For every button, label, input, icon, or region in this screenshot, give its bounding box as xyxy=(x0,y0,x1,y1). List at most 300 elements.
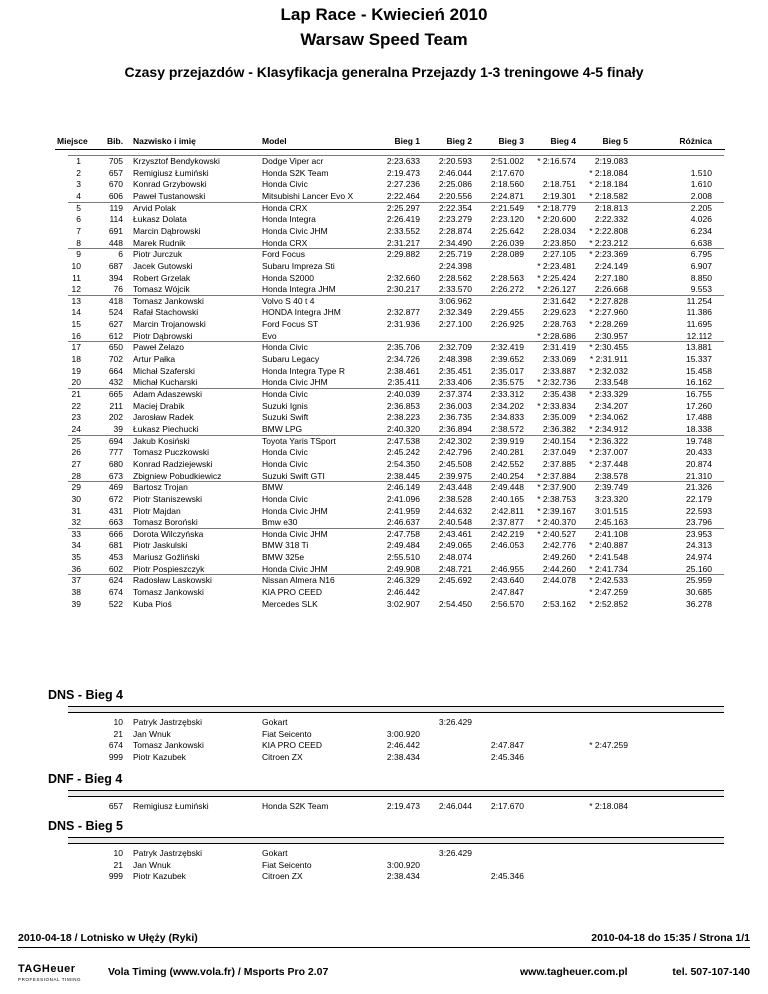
table-cell-model: HONDA Integra JHM xyxy=(262,307,341,318)
table-cell-diff: 16.162 xyxy=(686,377,712,388)
table-cell-diff: 23.796 xyxy=(686,517,712,528)
table-cell-diff: 18.338 xyxy=(686,423,712,434)
table-cell-run1: 2:54.350 xyxy=(386,458,420,469)
table-cell-bib: 119 xyxy=(109,202,123,213)
table-cell-run2: 2:36.735 xyxy=(438,412,472,423)
table-cell-model: Honda Civic xyxy=(262,447,308,458)
section-cell-bib: 21 xyxy=(113,859,123,870)
table-cell-run3: 2:35.017 xyxy=(490,365,524,376)
table-cell-run2: 3:06.962 xyxy=(438,295,472,306)
table-cell-diff: 15.337 xyxy=(686,354,712,365)
table-cell-place: 9 xyxy=(76,249,81,260)
table-cell-name: Dorota Wilczyńska xyxy=(133,528,204,539)
table-cell-place: 39 xyxy=(71,598,81,609)
table-cell-name: Michał Kucharski xyxy=(133,377,198,388)
table-cell-bib: 702 xyxy=(108,354,123,365)
table-cell-run2: 2:36.003 xyxy=(438,400,472,411)
table-cell-run3 xyxy=(484,331,524,342)
section-cell-run4 xyxy=(536,717,576,728)
table-cell-model: Honda Civic xyxy=(262,342,308,353)
table-cell-run2: 2:33.570 xyxy=(438,284,472,295)
table-cell-run5: * 2:27.828 xyxy=(589,295,628,306)
section-cell-run5: * 2:18.084 xyxy=(589,801,628,811)
table-cell-diff: 21.326 xyxy=(686,482,712,493)
table-cell-place: 23 xyxy=(71,412,81,423)
table-cell-diff: 4.026 xyxy=(690,214,712,225)
table-cell-bib: 705 xyxy=(108,156,123,166)
section-cell-run1: 2:19.473 xyxy=(386,801,420,811)
table-cell-run2: 2:33.406 xyxy=(438,377,472,388)
table-cell-model: Honda Civic xyxy=(262,458,308,469)
table-cell-model: Evo xyxy=(262,330,277,341)
table-cell-run1: 2:49.484 xyxy=(386,540,420,551)
table-cell-run4: * 2:28.686 xyxy=(537,330,576,341)
section-cell-run3 xyxy=(484,848,524,859)
section-cell-run1: 2:46.442 xyxy=(386,740,420,751)
table-cell-run5: * 2:52.852 xyxy=(589,598,628,609)
table-cell-run5: 2:27.180 xyxy=(594,272,628,283)
table-cell-model: Honda S2000 xyxy=(262,272,314,283)
table-cell-run1: 2:32.660 xyxy=(386,272,420,283)
table-cell-bib: 606 xyxy=(108,190,123,201)
table-cell-bib: 612 xyxy=(108,330,123,341)
table-cell-place: 14 xyxy=(71,307,81,318)
table-cell-diff: 6.907 xyxy=(690,260,712,271)
table-cell-run1: 2:35.706 xyxy=(386,342,420,353)
section-cell-run3: 2:17.670 xyxy=(490,801,524,811)
table-cell-place: 3 xyxy=(76,179,81,190)
table-cell-run2: 2:45.508 xyxy=(438,458,472,469)
table-cell-run3 xyxy=(484,261,524,272)
table-cell-run5: 2:33.548 xyxy=(594,377,628,388)
table-cell-bib: 624 xyxy=(108,575,123,586)
table-cell-name: Michał Szaferski xyxy=(133,365,195,376)
table-cell-run5: 2:26.668 xyxy=(594,284,628,295)
table-cell-model: Honda Integra xyxy=(262,214,316,225)
table-cell-run2: 2:20.593 xyxy=(438,156,472,166)
table-cell-run3: 2:29.455 xyxy=(490,307,524,318)
table-cell-run3: 2:26.039 xyxy=(490,237,524,248)
table-cell-run4: 2:29.623 xyxy=(542,307,576,318)
table-cell-run1: 2:36.853 xyxy=(386,400,420,411)
table-cell-run5: 2:18.813 xyxy=(594,202,628,213)
table-cell-place: 38 xyxy=(71,587,81,598)
table-cell-name: Konrad Radziejewski xyxy=(133,458,213,469)
section-cell-run5 xyxy=(588,848,628,859)
table-cell-place: 4 xyxy=(76,190,81,201)
table-cell-place: 30 xyxy=(71,493,81,504)
table-cell-name: Arvid Polak xyxy=(133,202,176,213)
section-cell-name: Piotr Kazubek xyxy=(133,871,186,882)
table-cell-name: Paweł Żelazo xyxy=(133,342,185,353)
table-cell-place: 36 xyxy=(71,563,81,574)
table-cell-run5: * 2:37.007 xyxy=(589,447,628,458)
table-cell-diff: 6.234 xyxy=(690,225,712,236)
table-cell-bib: 672 xyxy=(108,493,123,504)
table-cell-name: Marcin Dąbrowski xyxy=(133,225,201,236)
table-cell-place: 16 xyxy=(71,330,81,341)
table-cell-run3: 2:24.871 xyxy=(490,190,524,201)
table-cell-run5: 2:38.578 xyxy=(594,470,628,481)
table-cell-run4: * 2:23.481 xyxy=(537,260,576,271)
table-cell-bib: 394 xyxy=(108,272,123,283)
table-cell-run4: * 2:25.424 xyxy=(537,272,576,283)
table-cell-name: Piotr Jurczuk xyxy=(133,249,183,260)
section-cell-model: Citroen ZX xyxy=(262,871,303,882)
table-cell-run1: 2:46.442 xyxy=(386,587,420,598)
table-cell-run1: 2:41.959 xyxy=(386,505,420,516)
table-cell-run1: 2:47.538 xyxy=(386,435,420,446)
col-run3: Bieg 3 xyxy=(498,136,524,146)
table-cell-run2: 2:46.044 xyxy=(438,167,472,178)
table-cell-model: Nissan Almera N16 xyxy=(262,575,335,586)
table-cell-bib: 469 xyxy=(108,482,123,493)
table-cell-name: Piotr Jaskulski xyxy=(133,540,188,551)
table-cell-run2: 2:40.548 xyxy=(438,517,472,528)
table-cell-run2: 2:42.796 xyxy=(438,447,472,458)
section-cell-name: Tomasz Jankowski xyxy=(133,740,204,751)
table-cell-run3: 2:40.281 xyxy=(490,447,524,458)
table-cell-name: Kuba Pioś xyxy=(133,598,172,609)
table-cell-run1: 2:27.236 xyxy=(386,179,420,190)
table-cell-bib: 674 xyxy=(108,587,123,598)
table-cell-run1: 2:45.242 xyxy=(386,447,420,458)
table-cell-place: 32 xyxy=(71,517,81,528)
section-cell-run1 xyxy=(380,848,420,859)
table-cell-run2: 2:43.461 xyxy=(438,528,472,539)
section-cell-name: Jan Wnuk xyxy=(133,859,171,870)
table-cell-run4: 2:53.162 xyxy=(542,598,576,609)
table-cell-diff: 2.008 xyxy=(690,190,712,201)
table-cell-name: Rafał Stachowski xyxy=(133,307,199,318)
section-cell-run1 xyxy=(380,717,420,728)
table-cell-diff: 8.850 xyxy=(690,272,712,283)
table-cell-place: 2 xyxy=(76,167,81,178)
table-cell-run4: 2:28.763 xyxy=(542,319,576,330)
section-cell-run2: 2:46.044 xyxy=(438,801,472,811)
table-cell-run4: 2:18.751 xyxy=(542,179,576,190)
section-cell-run3 xyxy=(484,717,524,728)
table-cell-run4: * 2:32.736 xyxy=(537,377,576,388)
table-cell-run4 xyxy=(536,587,576,598)
table-cell-name: Tomasz Jankowski xyxy=(133,587,204,598)
table-cell-run1: 2:38.461 xyxy=(386,365,420,376)
table-cell-model: Honda Civic JHM xyxy=(262,563,328,574)
section-band xyxy=(68,706,724,713)
table-cell-diff: 30.685 xyxy=(686,587,712,598)
table-cell-name: Łukasz Dolata xyxy=(133,214,187,225)
table-cell-place: 10 xyxy=(71,260,81,271)
table-cell-name: Marek Rudnik xyxy=(133,237,186,248)
table-cell-run2: 2:39.975 xyxy=(438,470,472,481)
section-cell-run5 xyxy=(588,860,628,871)
table-cell-bib: 418 xyxy=(108,295,123,306)
table-cell-place: 7 xyxy=(76,225,81,236)
table-cell-run1: 2:35.411 xyxy=(387,377,420,388)
section-cell-run1: 2:38.434 xyxy=(386,751,420,762)
section-cell-run1: 3:00.920 xyxy=(386,859,420,870)
table-cell-bib: 663 xyxy=(108,517,123,528)
table-cell-run5: 2:39.749 xyxy=(594,482,628,493)
table-cell-run2: 2:25.086 xyxy=(438,179,472,190)
section-cell-model: Citroen ZX xyxy=(262,751,303,762)
table-cell-run2 xyxy=(432,587,472,598)
table-cell-bib: 664 xyxy=(108,365,123,376)
table-cell-run1: 2:46.149 xyxy=(386,482,420,493)
table-cell-bib: 691 xyxy=(108,225,123,236)
table-cell-diff: 24.313 xyxy=(686,540,712,551)
footer-website: www.tagheuer.com.pl xyxy=(520,966,628,978)
col-run5: Bieg 5 xyxy=(602,136,628,146)
section-band xyxy=(68,837,724,844)
table-cell-diff: 9.553 xyxy=(690,284,712,295)
table-cell-diff: 25.160 xyxy=(686,563,712,574)
table-cell-model: Subaru Impreza Sti xyxy=(262,260,335,271)
table-cell-run4: * 2:37.884 xyxy=(537,470,576,481)
table-cell-name: Jacek Gutowski xyxy=(133,260,193,271)
table-cell-run5: * 2:34.062 xyxy=(589,412,628,423)
subtitle: Czasy przejazdów - Klasyfikacja generalna Przejazdy 1-3 treningowe 4-5 finały xyxy=(124,64,644,80)
table-cell-place: 21 xyxy=(71,389,81,399)
table-cell-run5: 2:30.957 xyxy=(594,330,628,341)
table-cell-diff: 17.488 xyxy=(686,412,712,423)
table-cell-run4: 2:44.078 xyxy=(542,575,576,586)
table-cell-run1: 2:41.096 xyxy=(386,493,420,504)
table-cell-place: 8 xyxy=(76,237,81,248)
table-cell-name: Piotr Staniszewski xyxy=(133,493,202,504)
table-cell-run2: 2:34.490 xyxy=(438,237,472,248)
table-cell-run3: 2:32.419 xyxy=(490,342,524,353)
table-cell-run3: 2:33.312 xyxy=(490,389,524,399)
table-cell-run3: 2:28.089 xyxy=(490,249,524,260)
table-cell-run1: 2:31.217 xyxy=(386,237,420,248)
table-cell-place: 15 xyxy=(71,319,81,330)
section-cell-bib: 999 xyxy=(108,751,123,762)
table-cell-model: Honda CRX xyxy=(262,202,308,213)
section-cell-run5: * 2:47.259 xyxy=(589,740,628,751)
table-cell-place: 6 xyxy=(76,214,81,225)
section-cell-run4 xyxy=(536,801,576,812)
section-cell-name: Remigiusz Łumiński xyxy=(133,801,209,811)
table-cell-model: Mitsubishi Lancer Evo X xyxy=(262,190,354,201)
table-cell-diff: 2.205 xyxy=(690,202,712,213)
table-cell-run2: 2:23.279 xyxy=(438,214,472,225)
header-rule xyxy=(55,149,725,150)
table-cell-run4: * 2:33.834 xyxy=(537,400,576,411)
table-cell-place: 20 xyxy=(71,377,81,388)
table-cell-run1: 2:46.329 xyxy=(386,575,420,586)
table-cell-bib: 666 xyxy=(108,528,123,539)
table-cell-run2: 2:32.349 xyxy=(438,307,472,318)
table-cell-diff: 13.881 xyxy=(686,342,712,353)
table-cell-place: 22 xyxy=(71,400,81,411)
table-cell-run3: 2:42.219 xyxy=(490,528,524,539)
table-cell-run5: * 2:32.032 xyxy=(589,365,628,376)
section-cell-bib: 657 xyxy=(108,801,123,811)
table-cell-model: Honda Civic xyxy=(262,389,308,399)
table-cell-run2: 2:28.874 xyxy=(438,225,472,236)
table-cell-run2: 2:35.451 xyxy=(438,365,472,376)
table-cell-place: 11 xyxy=(72,272,81,283)
table-cell-name: Artur Pałka xyxy=(133,354,176,365)
section-cell-bib: 674 xyxy=(108,740,123,751)
col-run2: Bieg 2 xyxy=(446,136,472,146)
table-cell-run1: 2:30.217 xyxy=(386,284,420,295)
table-cell-model: KIA PRO CEED xyxy=(262,587,322,598)
table-cell-place: 17 xyxy=(71,342,81,353)
table-cell-diff: 17.260 xyxy=(686,400,712,411)
table-cell-run2: 2:48.721 xyxy=(438,563,472,574)
table-cell-run4: 2:33.887 xyxy=(542,365,576,376)
table-cell-bib: 665 xyxy=(108,389,123,399)
table-cell-run4: 2:40.154 xyxy=(542,435,576,446)
table-cell-run4: * 2:18.779 xyxy=(537,202,576,213)
table-cell-run1: 2:23.633 xyxy=(386,156,420,166)
table-cell-bib: 202 xyxy=(108,412,123,423)
table-cell-run2: 2:44.632 xyxy=(438,505,472,516)
table-cell-run2: 2:54.450 xyxy=(438,598,472,609)
table-cell-run1: 2:49.908 xyxy=(386,563,420,574)
section-cell-run2: 3:26.429 xyxy=(438,848,472,858)
section-cell-run4 xyxy=(536,729,576,740)
table-cell-name: Zbigniew Pobudkiewicz xyxy=(133,470,222,481)
table-cell-run2: 2:20.556 xyxy=(438,190,472,201)
table-cell-run3 xyxy=(484,552,524,563)
table-cell-run2: 2:45.692 xyxy=(438,575,472,586)
table-cell-model: Honda Integra JHM xyxy=(262,284,336,295)
section-cell-run4 xyxy=(536,752,576,763)
table-cell-run2 xyxy=(432,331,472,342)
table-cell-bib: 694 xyxy=(108,435,123,446)
table-cell-model: Suzuki Swift GTI xyxy=(262,470,325,481)
table-cell-run3: 2:39.652 xyxy=(490,354,524,365)
table-cell-place: 25 xyxy=(71,435,81,446)
table-cell-diff: 23.953 xyxy=(686,528,712,539)
table-cell-diff: 6.638 xyxy=(690,237,712,248)
table-cell-run4: 2:19.301 xyxy=(542,190,576,201)
table-cell-run4: * 2:20.600 xyxy=(537,214,576,225)
section-cell-run2 xyxy=(432,729,472,740)
table-cell-run5: 3:23.320 xyxy=(594,493,628,504)
section-cell-name: Patryk Jastrzębski xyxy=(133,717,202,727)
table-cell-place: 27 xyxy=(71,458,81,469)
table-cell-run3: 2:21.549 xyxy=(490,202,524,213)
table-cell-run5: 2:22.332 xyxy=(594,214,628,225)
table-cell-bib: 673 xyxy=(108,470,123,481)
table-cell-run1 xyxy=(380,296,420,307)
table-cell-bib: 681 xyxy=(108,540,123,551)
table-cell-bib: 453 xyxy=(108,552,123,563)
table-cell-model: Honda Civic JHM xyxy=(262,528,328,539)
table-cell-run1: 2:46.637 xyxy=(386,517,420,528)
table-cell-bib: 670 xyxy=(108,179,123,190)
section-cell-bib: 10 xyxy=(113,848,123,858)
table-cell-bib: 657 xyxy=(108,167,123,178)
section-cell-run4 xyxy=(536,740,576,751)
table-cell-run3: 2:28.563 xyxy=(490,272,524,283)
section-cell-run3 xyxy=(484,860,524,871)
footer-vola: Vola Timing (www.vola.fr) / Msports Pro 2.07 xyxy=(108,966,329,978)
section-title: DNS - Bieg 4 xyxy=(48,688,124,702)
table-cell-run3: 2:34.202 xyxy=(490,400,524,411)
tagheuer-logo-sub: PROFESSIONAL TIMING xyxy=(18,977,82,982)
table-cell-run3: 2:46.955 xyxy=(490,563,524,574)
table-cell-run5: * 2:23.212 xyxy=(589,237,628,248)
table-cell-run4: * 2:16.574 xyxy=(537,156,576,166)
table-cell-place: 24 xyxy=(71,423,81,434)
table-cell-bib: 39 xyxy=(113,423,123,434)
table-cell-place: 37 xyxy=(71,575,81,586)
section-cell-model: Fiat Seicento xyxy=(262,859,312,870)
table-cell-run2: 2:38.528 xyxy=(438,493,472,504)
table-cell-run3: 2:35.575 xyxy=(490,377,524,388)
section-cell-run3: 2:47.847 xyxy=(490,740,524,751)
table-cell-run2: 2:42.302 xyxy=(438,435,472,446)
section-cell-run5 xyxy=(588,717,628,728)
section-cell-name: Piotr Kazubek xyxy=(133,751,186,762)
table-cell-run5: * 2:36.322 xyxy=(589,435,628,446)
table-cell-run5: * 2:33.329 xyxy=(589,389,628,399)
table-cell-name: Konrad Grzybowski xyxy=(133,179,207,190)
table-cell-place: 18 xyxy=(71,354,81,365)
table-cell-name: Tomasz Puczkowski xyxy=(133,447,210,458)
footer-event: 2010-04-18 / Lotnisko w Ułęży (Ryki) xyxy=(18,932,198,944)
table-cell-run4: 2:42.776 xyxy=(542,540,576,551)
section-cell-bib: 21 xyxy=(113,728,123,739)
table-cell-run1: 2:31.936 xyxy=(386,319,420,330)
table-cell-bib: 6 xyxy=(118,249,123,260)
table-cell-name: Piotr Pospieszczyk xyxy=(133,563,205,574)
table-cell-run3: 2:18.560 xyxy=(490,179,524,190)
col-run1: Bieg 1 xyxy=(394,136,420,146)
table-cell-diff: 1.610 xyxy=(690,179,712,190)
table-cell-diff: 21.310 xyxy=(686,470,712,481)
table-cell-bib: 211 xyxy=(109,400,123,411)
table-cell-run3: 2:42.552 xyxy=(490,458,524,469)
table-cell-bib: 602 xyxy=(108,563,123,574)
table-cell-run2: 2:43.448 xyxy=(438,482,472,493)
section-cell-name: Patryk Jastrzębski xyxy=(133,848,202,858)
table-cell-diff: 6.795 xyxy=(690,249,712,260)
table-cell-run1: 2:34.726 xyxy=(386,354,420,365)
table-cell-place: 31 xyxy=(71,505,81,516)
table-cell-run3: 2:38.572 xyxy=(490,423,524,434)
table-cell-run3 xyxy=(484,296,524,307)
table-cell-diff: 36.278 xyxy=(686,598,712,609)
table-cell-name: Paweł Tustanowski xyxy=(133,190,206,201)
section-cell-name: Jan Wnuk xyxy=(133,728,171,739)
table-cell-bib: 522 xyxy=(108,598,123,609)
table-cell-run2: 2:22.354 xyxy=(438,202,472,213)
table-cell-run3: 2:40.254 xyxy=(490,470,524,481)
table-cell-run1: 2:38.223 xyxy=(386,412,420,423)
table-cell-run5: * 2:18.084 xyxy=(589,167,628,178)
table-cell-run5: * 2:23.369 xyxy=(589,249,628,260)
table-cell-run5: 2:45.163 xyxy=(594,517,628,528)
section-title: DNF - Bieg 4 xyxy=(48,772,123,786)
table-cell-model: BMW 318 Ti xyxy=(262,540,309,551)
table-cell-bib: 650 xyxy=(108,342,123,353)
table-cell-run4: * 2:39.167 xyxy=(537,505,576,516)
table-cell-model: Honda Civic JHM xyxy=(262,505,328,516)
table-cell-run5: * 2:18.582 xyxy=(589,190,628,201)
title-line-2: Warsaw Speed Team xyxy=(300,30,468,49)
table-cell-diff: 12.112 xyxy=(686,330,712,341)
table-cell-place: 12 xyxy=(71,284,81,295)
table-cell-run2: 2:48.074 xyxy=(438,552,472,563)
section-cell-run5 xyxy=(588,729,628,740)
section-cell-run2 xyxy=(432,740,472,751)
